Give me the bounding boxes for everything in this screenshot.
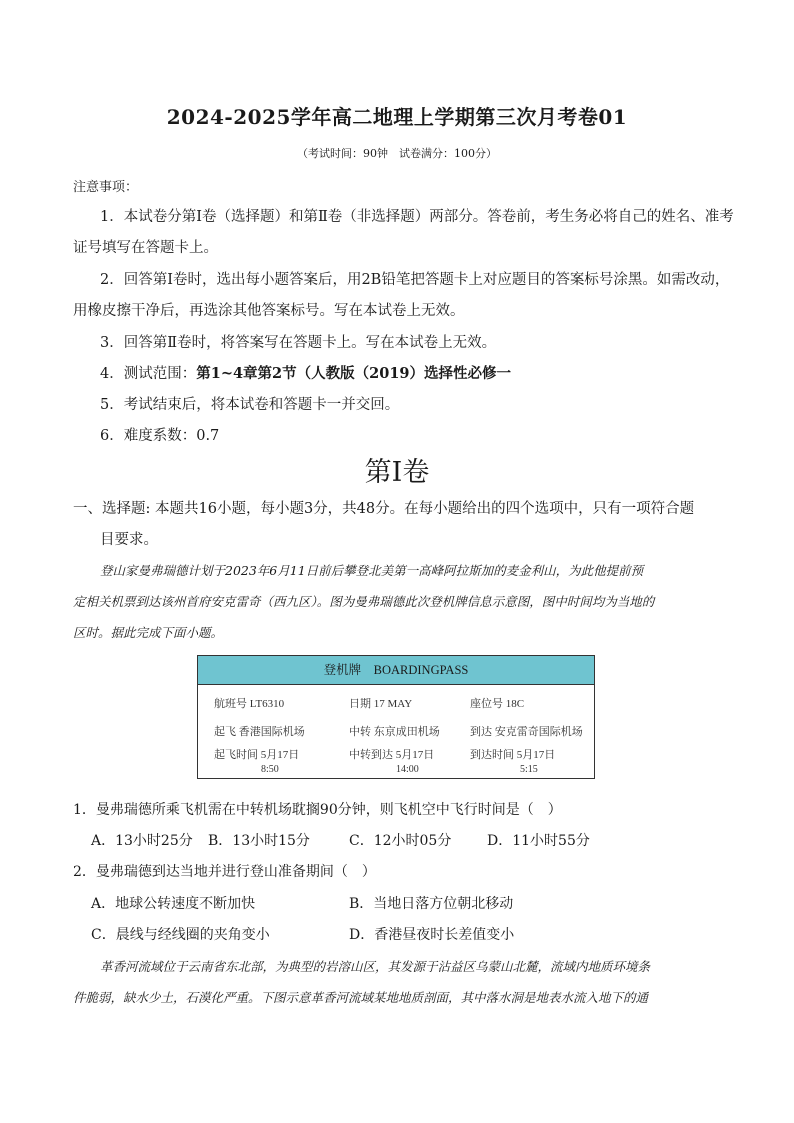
boarding-pass-date: 日期 17 MAY [349,698,413,710]
question-2-option-c: C．晨线与经线圈的夹角变小 [91,927,270,943]
notice-6: 6．难度系数：0.7 [100,428,220,444]
question-1-option-b: B．13小时15分 [208,833,310,849]
boarding-pass-arrive-time-label: 到达时间 5月17日 [470,749,556,761]
boarding-pass-depart-time-label: 起飞时间 5月17日 [214,749,300,761]
notice-3: 3．回答第Ⅱ卷时，将答案写在答题卡上。写在本试卷上无效。 [100,335,497,351]
notice-1b: 证号填写在答题卡上。 [73,240,218,256]
notice-4-prefix: 4．测试范围： [100,366,197,382]
boarding-pass-transit: 中转 东京成田机场 [349,726,440,738]
notice-2b: 用橡皮擦干净后，再选涂其他答案标号。写在本试卷上无效。 [73,303,465,319]
passage-2-line-2: 件脆弱，缺水少土，石漠化严重。下图示意革香河流域某地地质剖面，其中落水洞是地表水流入地下的通 [73,990,649,1005]
notice-4-scope: 第1~4章第2节（人教版（2019）选择性必修一 [196,365,512,382]
boarding-pass-flight: 航班号 LT6310 [214,698,285,710]
notice-5: 5．考试结束后，将本试卷和答题卡一并交回。 [100,397,400,413]
boarding-pass-depart-time: 8:50 [261,764,279,775]
passage-1-line-2: 定相关机票到达该州首府安克雷奇（西九区）。图为曼弗瑞德此次登机牌信息示意图，图中时间均为当地的 [73,594,655,609]
question-2-stem: 2．曼弗瑞德到达当地并进行登山准备期间（ ） [73,864,376,880]
section-title: 第Ⅰ卷 [364,457,430,488]
boarding-pass-arrive: 到达 安克雷奇国际机场 [470,726,583,738]
instructions-line-1: 一、选择题: 本题共16小题，每小题3分，共48分。在每小题给出的四个选项中，只有一项符合题 [73,501,695,517]
notice-2a: 2．回答第Ⅰ卷时，选出每小题答案后，用2B铅笔把答题卡上对应题目的答案标号涂黑。如需改动， [100,272,730,288]
question-2-option-b: B．当地日落方位朝北移动 [349,896,514,912]
boarding-pass-transit-time-label: 中转到达 5月17日 [349,749,435,761]
question-2-option-d: D．香港昼夜时长差值变小 [349,927,515,943]
passage-2-line-1: 革香河流域位于云南省东北部，为典型的岩溶山区，其发源于沾益区乌蒙山北麓，流域内地质环境条 [100,959,651,974]
question-1-stem: 1．曼弗瑞德所乘飞机需在中转机场耽搁90分钟，则飞机空中飞行时间是（ ） [73,802,562,818]
question-1-option-a: A．13小时25分 [91,833,193,849]
instructions-line-2: 目要求。 [100,532,158,548]
exam-title: 2024-2025学年高二地理上学期第三次月考卷01 [166,105,628,129]
question-1-option-c: C．12小时05分 [349,833,452,849]
notice-1a: 1．本试卷分第Ⅰ卷（选择题）和第Ⅱ卷（非选择题）两部分。答卷前，考生务必将自己的姓名、准考 [100,209,734,225]
passage-1-line-1: 登山家曼弗瑞德计划于2023年6月11日前后攀登北美第一高峰阿拉斯加的麦金利山，为此他提前预 [100,563,644,578]
passage-1-line-3: 区时。据此完成下面小题。 [73,625,224,640]
boarding-pass-arrive-time: 5:15 [520,764,538,775]
notice-4 [100,362,511,383]
exam-subtitle: （考试时间：90钟 试卷满分：100分） [297,147,497,160]
question-1-option-d: D．11小时55分 [487,833,590,849]
boarding-pass-depart: 起飞 香港国际机场 [214,726,305,738]
boarding-pass-seat: 座位号 18C [470,698,525,710]
question-2-option-a: A．地球公转速度不断加快 [91,896,256,912]
boarding-pass-transit-time: 14:00 [396,764,419,775]
notice-heading: 注意事项： [73,180,139,195]
boarding-pass-figure [197,655,595,779]
boarding-pass-header: 登机牌 BOARDINGPASS [198,656,594,685]
